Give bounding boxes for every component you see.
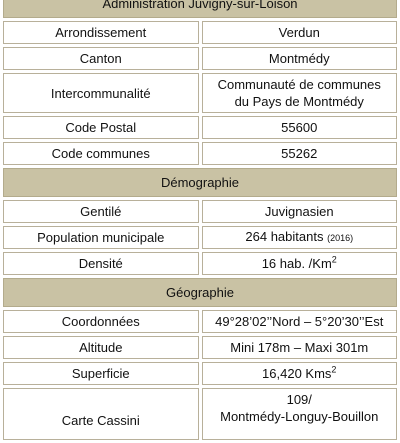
row-label: Superficie bbox=[3, 362, 199, 385]
density-value: 16 hab. /Km bbox=[261, 256, 332, 271]
superficie-value: 16,420 Kms bbox=[262, 366, 332, 381]
population-value: 264 habitants bbox=[245, 229, 324, 244]
table-row bbox=[3, 116, 397, 139]
table-row bbox=[3, 252, 397, 275]
table-row bbox=[3, 362, 397, 385]
row-label: Canton bbox=[3, 47, 199, 70]
row-value: 55262 bbox=[202, 142, 398, 165]
table-row bbox=[3, 226, 397, 249]
row-label: Coordonnées bbox=[3, 310, 199, 333]
table-row bbox=[3, 142, 397, 165]
row-label: Gentilé bbox=[3, 200, 199, 223]
value-line: Montmédy-Longuy-Bouillon bbox=[220, 409, 379, 424]
row-value bbox=[202, 226, 398, 249]
row-value bbox=[202, 388, 398, 440]
row-label: Code communes bbox=[3, 142, 199, 165]
section-title: Géographie bbox=[3, 278, 397, 307]
table-row bbox=[3, 47, 397, 70]
table-row bbox=[3, 388, 397, 440]
row-value: Montmédy bbox=[202, 47, 398, 70]
superscript: 2 bbox=[331, 254, 337, 265]
row-label: Code Postal bbox=[3, 116, 199, 139]
value-line: Communauté de communes bbox=[217, 77, 381, 92]
value-line: du Pays de Montmédy bbox=[234, 94, 364, 109]
row-label: Intercommunalité bbox=[3, 73, 199, 113]
row-value: Verdun bbox=[202, 21, 398, 44]
row-value bbox=[202, 362, 398, 385]
table-row bbox=[3, 73, 397, 113]
superscript: 2 bbox=[331, 364, 337, 375]
section-title: Démographie bbox=[3, 168, 397, 197]
table-row bbox=[3, 200, 397, 223]
row-label: Altitude bbox=[3, 336, 199, 359]
section-header-administration bbox=[3, 0, 397, 18]
row-value: Mini 178m – Maxi 301m bbox=[202, 336, 398, 359]
row-label: Arrondissement bbox=[3, 21, 199, 44]
section-header-geographie bbox=[3, 278, 397, 307]
table-row bbox=[3, 336, 397, 359]
row-value bbox=[202, 73, 398, 113]
table-row bbox=[3, 310, 397, 333]
row-value: 55600 bbox=[202, 116, 398, 139]
row-value: Juvignasien bbox=[202, 200, 398, 223]
row-label: Densité bbox=[3, 252, 199, 275]
row-value: 49°28’02’’Nord – 5°20’30’’Est bbox=[202, 310, 398, 333]
table-row bbox=[3, 21, 397, 44]
population-year-note: (2016) bbox=[327, 233, 354, 243]
row-value bbox=[202, 252, 398, 275]
value-line: 109/ bbox=[286, 392, 312, 407]
row-label: Population municipale bbox=[3, 226, 199, 249]
section-title: Administration Juvigny-sur-Loison bbox=[3, 0, 397, 18]
section-header-demographie bbox=[3, 168, 397, 197]
row-label: Carte Cassini bbox=[3, 388, 199, 440]
